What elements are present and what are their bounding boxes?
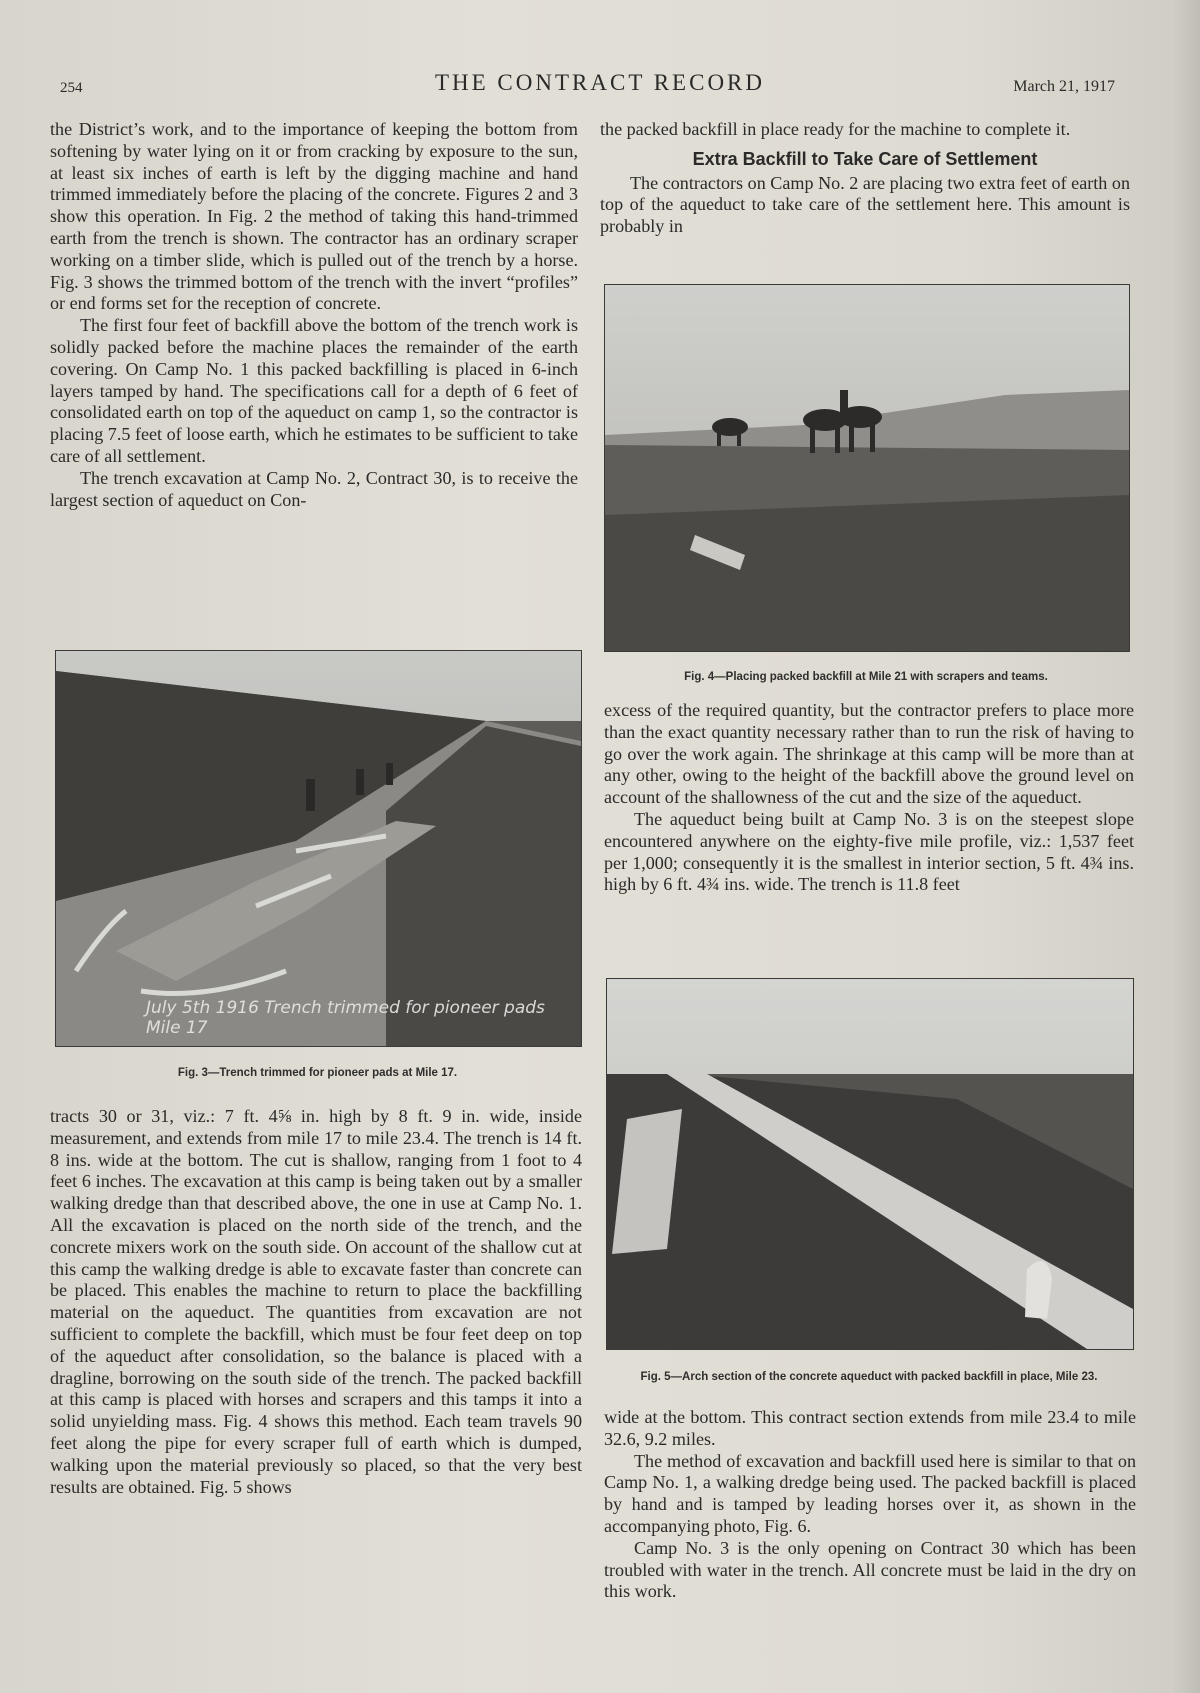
- column-right-top: [600, 119, 1130, 238]
- page-gutter-shadow: [1172, 0, 1200, 1693]
- paragraph: excess of the required quantity, but the contractor prefers to place more than the exact quantity necessary rather than to run the risk of having to go over the work again. The shrinkage at this camp will be more than at any other, owing to the height of the backfill above the ground level on account of the shallowness of the cut and the size of the aqueduct.: [604, 700, 1134, 808]
- column-left-top: [50, 119, 578, 511]
- paragraph: tracts 30 or 31, viz.: 7 ft. 4⅝ in. high by 8 ft. 9 in. wide, inside measurement, and extends from mile 17 to mile 23.4. The trench is 14 ft. 8 ins. wide at the bottom. The cut is shallow, ranging from 1 foot to 4 feet 6 inches. The excavation at this camp is being taken out by a smaller walking dredge than that described above, the one in use at Camp No. 1. All the excavation is placed on the north side of the trench, and the concrete mixers work on the south side. On account of the shallow cut at this camp the walking dredge is able to excavate faster than concrete can be placed. This enables the machine to return to place the backfilling material on the aqueduct. The quantities from excavation are not sufficient to complete the backfill, which must be four feet deep on top of the aqueduct after consolidation, so the balance is placed with a dragline, borrowing on the south side of the trench. The packed backfill at this camp is placed with horses and scrapers and this tamps it into a solid unyielding mass. Fig. 4 shows this method. Each team travels 90 feet along the pipe for every scraper full of earth which is dumped, walking upon the material previously so placed, so that the very best results are obtained. Fig. 5 shows: [50, 1106, 582, 1497]
- page-header: [0, 70, 1200, 100]
- paragraph: The trench excavation at Camp No. 2, Contract 30, is to receive the largest section of aqueduct on Con-: [50, 467, 578, 510]
- column-left-bottom: [50, 1106, 582, 1498]
- issue-date: March 21, 1917: [1013, 78, 1115, 95]
- column-right-bottom: [604, 1407, 1136, 1603]
- section-subhead: Extra Backfill to Take Care of Settlement: [692, 148, 1038, 169]
- column-right-middle: [604, 700, 1134, 896]
- paragraph: The method of excavation and backfill used here is similar to that on Camp No. 1, a walking dredge being used. The packed backfill is placed by hand and is tamped by leading horses over it, as shown in the accompanying photo, Fig. 6.: [604, 1450, 1136, 1536]
- paragraph: The aqueduct being built at Camp No. 3 is on the steepest slope encountered anywhere on the eighty-five mile profile, viz.: 1,537 feet per 1,000; consequently it is the smallest in interior section, 5 ft. 4¾ ins. high by 6 ft. 4¾ ins. wide. The trench is 11.8 feet: [604, 808, 1134, 895]
- figure-4-photo: [604, 284, 1130, 652]
- figure-5-caption: Fig. 5—Arch section of the concrete aqueduct with packed backfill in place, Mile 23.: [640, 1371, 1098, 1383]
- figure-4-caption: Fig. 4—Placing packed backfill at Mile 21 with scrapers and teams.: [684, 671, 1048, 683]
- figure-5-photo: [606, 978, 1134, 1350]
- paragraph: The contractors on Camp No. 2 are placing two extra feet of earth on top of the aqueduct to take care of the settlement here. This amount is probably in: [600, 172, 1130, 237]
- figure-3-caption: Fig. 3—Trench trimmed for pioneer pads at Mile 17.: [177, 1067, 458, 1079]
- paragraph: The first four feet of backfill above the bottom of the trench work is solidly packed before the machine places the remainder of the earth covering. On Camp No. 1 this packed backfilling is placed in 6-inch layers tamped by hand. The specifications call for a depth of 6 feet of consolidated earth on top of the aqueduct on camp 1, so the contractor is placing 7.5 feet of loose earth, which he estimates to be sufficient to take care of all settlement.: [50, 315, 578, 466]
- journal-title: THE CONTRACT RECORD: [434, 70, 766, 95]
- paragraph: wide at the bottom. This contract section extends from mile 23.4 to mile 32.6, 9.2 miles.: [604, 1407, 1136, 1449]
- figure-3-photo: [55, 650, 582, 1047]
- paragraph: the District’s work, and to the importance of keeping the bottom from softening by water lying on it or from cracking by exposure to the sun, at least six inches of earth is left by the digging machine and hand trimmed immediately before the placing of the concrete. Figures 2 and 3 show this operation. In Fig. 2 the method of taking this hand-trimmed earth from the trench is shown. The contractor has an ordinary scraper working on a timber slide, which is pulled out of the trench by a horse. Fig. 3 shows the trimmed bottom of the trench with the invert “profiles” or end forms set for the reception of concrete.: [50, 119, 578, 314]
- photo-inscription: July 5th 1916 Trench trimmed for pioneer pads Mile 17: [146, 998, 545, 1038]
- paragraph: Camp No. 3 is the only opening on Contract 30 which has been troubled with water in the trench. All concrete must be laid in the dry on this work.: [604, 1537, 1136, 1602]
- page-number: 254: [60, 80, 83, 96]
- paragraph: the packed backfill in place ready for the machine to complete it.: [600, 119, 1071, 139]
